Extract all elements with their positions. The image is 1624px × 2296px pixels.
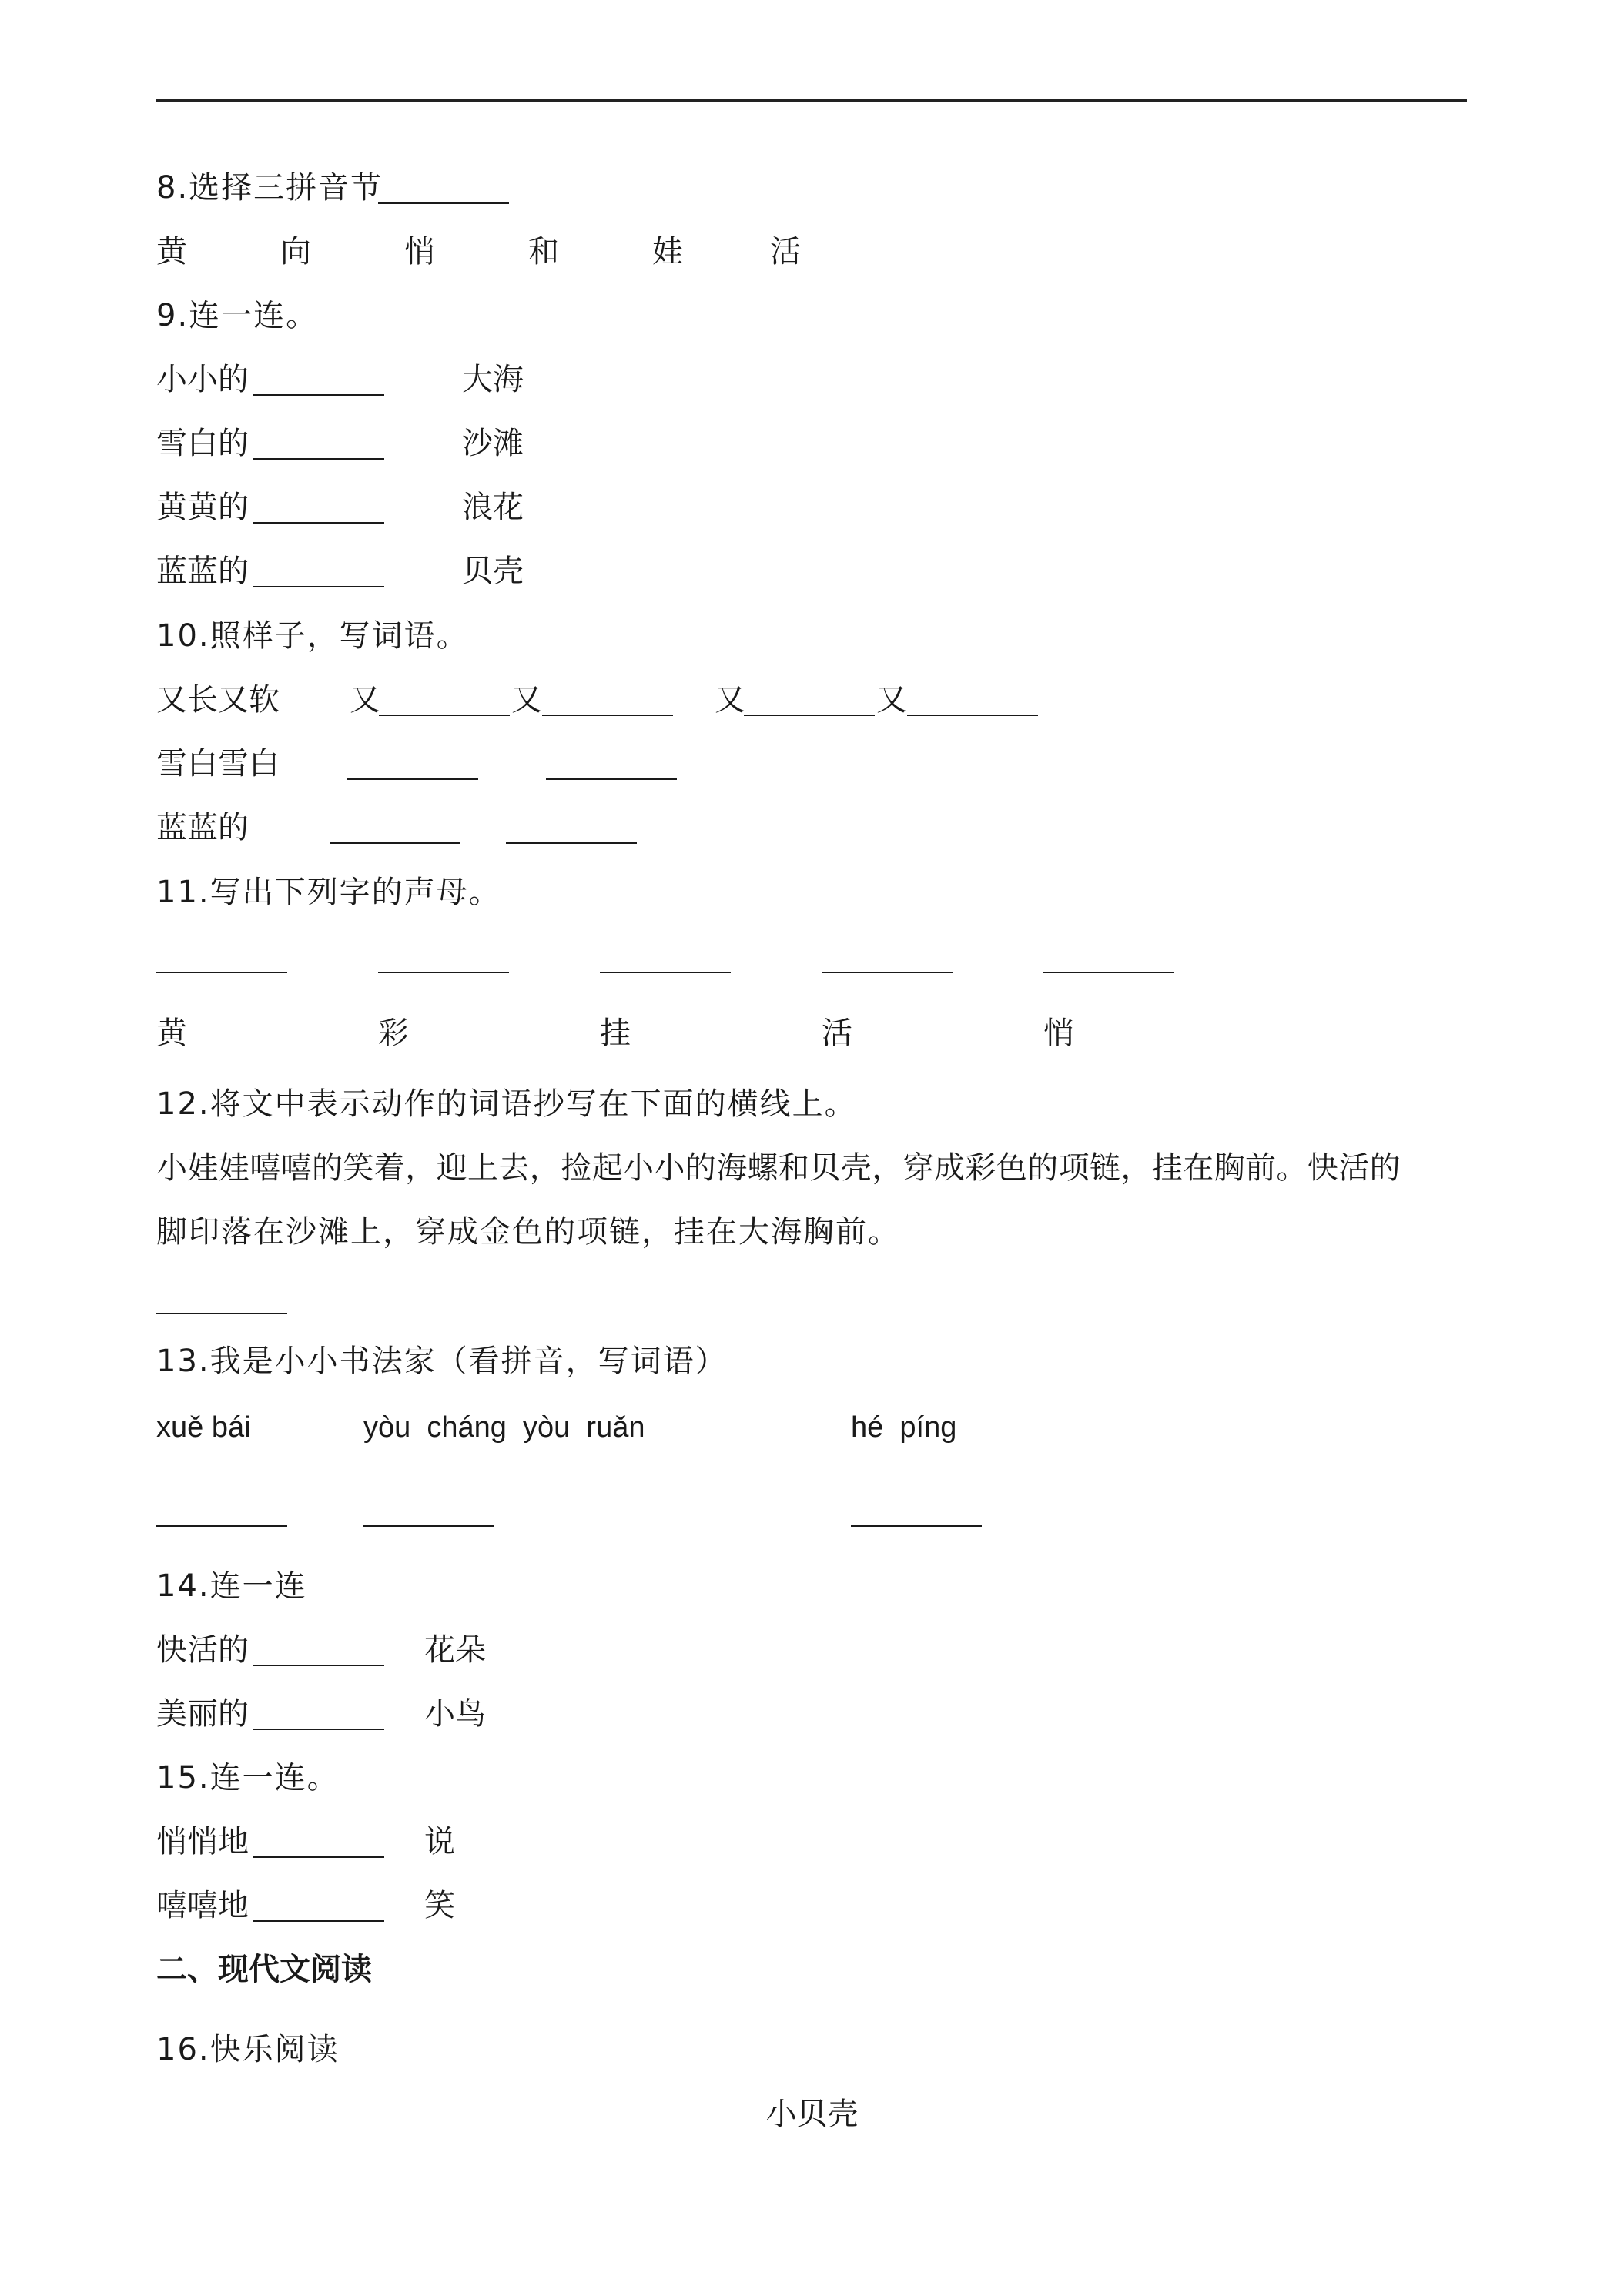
header-rule: [156, 99, 1467, 102]
q8-char: 黄: [156, 234, 187, 269]
example-word: 蓝蓝的: [156, 810, 249, 845]
match-left-item: 小小的: [156, 362, 249, 397]
q11-char: 黄: [156, 1016, 187, 1051]
answer-blank[interactable]: [330, 842, 460, 844]
example-word: 又长又软: [156, 682, 280, 718]
q8-char: 向: [280, 234, 311, 269]
match-right-item: 大海: [462, 362, 524, 397]
match-left-item: 悄悄地: [156, 1824, 249, 1859]
pinyin-text: xuě bái: [156, 1411, 251, 1444]
you-char: 又: [715, 682, 745, 718]
q11-char: 活: [822, 1016, 852, 1051]
answer-blank[interactable]: [253, 394, 384, 396]
match-right-item: 说: [424, 1824, 455, 1859]
answer-blank[interactable]: [363, 1525, 494, 1527]
answer-blank[interactable]: [253, 1729, 384, 1730]
answer-blank[interactable]: [822, 972, 953, 973]
match-left-item: 嘻嘻地: [156, 1888, 249, 1923]
you-char: 又: [876, 682, 907, 718]
question-13-title: 13.我是小小书法家（看拼音，写词语）: [156, 1344, 728, 1379]
answer-blank[interactable]: [379, 715, 510, 716]
passage-line: 脚印落在沙滩上，穿成金色的项链，挂在大海胸前。: [156, 1214, 900, 1250]
example-word: 雪白雪白: [156, 746, 280, 782]
answer-blank[interactable]: [378, 972, 509, 973]
answer-blank[interactable]: [378, 202, 509, 204]
answer-blank[interactable]: [907, 715, 1038, 716]
answer-blank[interactable]: [506, 842, 637, 844]
match-right-item: 浪花: [462, 490, 524, 525]
question-8-title: 8.选择三拼音节: [156, 170, 383, 206]
q8-char: 活: [770, 234, 801, 269]
q11-char: 彩: [378, 1016, 409, 1051]
match-left-item: 黄黄的: [156, 490, 249, 525]
question-15-title: 15.连一连。: [156, 1760, 340, 1796]
passage-title: 小贝壳: [765, 2097, 859, 2132]
answer-blank[interactable]: [347, 778, 478, 780]
q11-char: 挂: [600, 1016, 631, 1051]
question-12-title: 12.将文中表示动作的词语抄写在下面的横线上。: [156, 1086, 857, 1122]
pinyin-text: hé píng: [851, 1411, 957, 1444]
section-heading: 二、现代文阅读: [156, 1952, 372, 1987]
q11-char: 悄: [1043, 1016, 1074, 1051]
answer-blank[interactable]: [253, 1856, 384, 1858]
answer-blank[interactable]: [744, 715, 875, 716]
match-left-item: 蓝蓝的: [156, 554, 249, 589]
answer-blank[interactable]: [253, 1920, 384, 1922]
answer-blank[interactable]: [253, 586, 384, 587]
q8-char: 和: [528, 234, 559, 269]
answer-blank[interactable]: [851, 1525, 982, 1527]
answer-blank[interactable]: [546, 778, 677, 780]
answer-blank[interactable]: [253, 522, 384, 524]
answer-blank[interactable]: [1043, 972, 1174, 973]
q8-char: 娃: [652, 234, 683, 269]
question-16-title: 16.快乐阅读: [156, 2032, 340, 2067]
match-left-item: 美丽的: [156, 1696, 249, 1732]
answer-blank[interactable]: [253, 1665, 384, 1666]
question-14-title: 14.连一连: [156, 1568, 307, 1604]
question-10-title: 10.照样子，写词语。: [156, 618, 469, 654]
you-char: 又: [511, 682, 542, 718]
match-left-item: 雪白的: [156, 426, 249, 461]
answer-blank[interactable]: [156, 972, 287, 973]
passage-line: 小娃娃嘻嘻的笑着，迎上去，捡起小小的海螺和贝壳，穿成彩色的项链，挂在胸前。快活的: [156, 1150, 1401, 1186]
answer-blank[interactable]: [156, 1525, 287, 1527]
match-right-item: 沙滩: [462, 426, 524, 461]
match-right-item: 小鸟: [424, 1696, 486, 1732]
q8-char: 悄: [404, 234, 435, 269]
you-char: 又: [350, 682, 380, 718]
answer-blank[interactable]: [156, 1313, 287, 1314]
match-right-item: 贝壳: [462, 554, 524, 589]
question-11-title: 11.写出下列字的声母。: [156, 875, 501, 910]
question-9-title: 9.连一连。: [156, 298, 319, 333]
match-left-item: 快活的: [156, 1632, 249, 1668]
answer-blank[interactable]: [600, 972, 731, 973]
answer-blank[interactable]: [253, 458, 384, 460]
pinyin-text: yòu cháng yòu ruǎn: [363, 1411, 645, 1444]
answer-blank[interactable]: [542, 715, 673, 716]
match-right-item: 笑: [424, 1888, 455, 1923]
match-right-item: 花朵: [424, 1632, 486, 1668]
